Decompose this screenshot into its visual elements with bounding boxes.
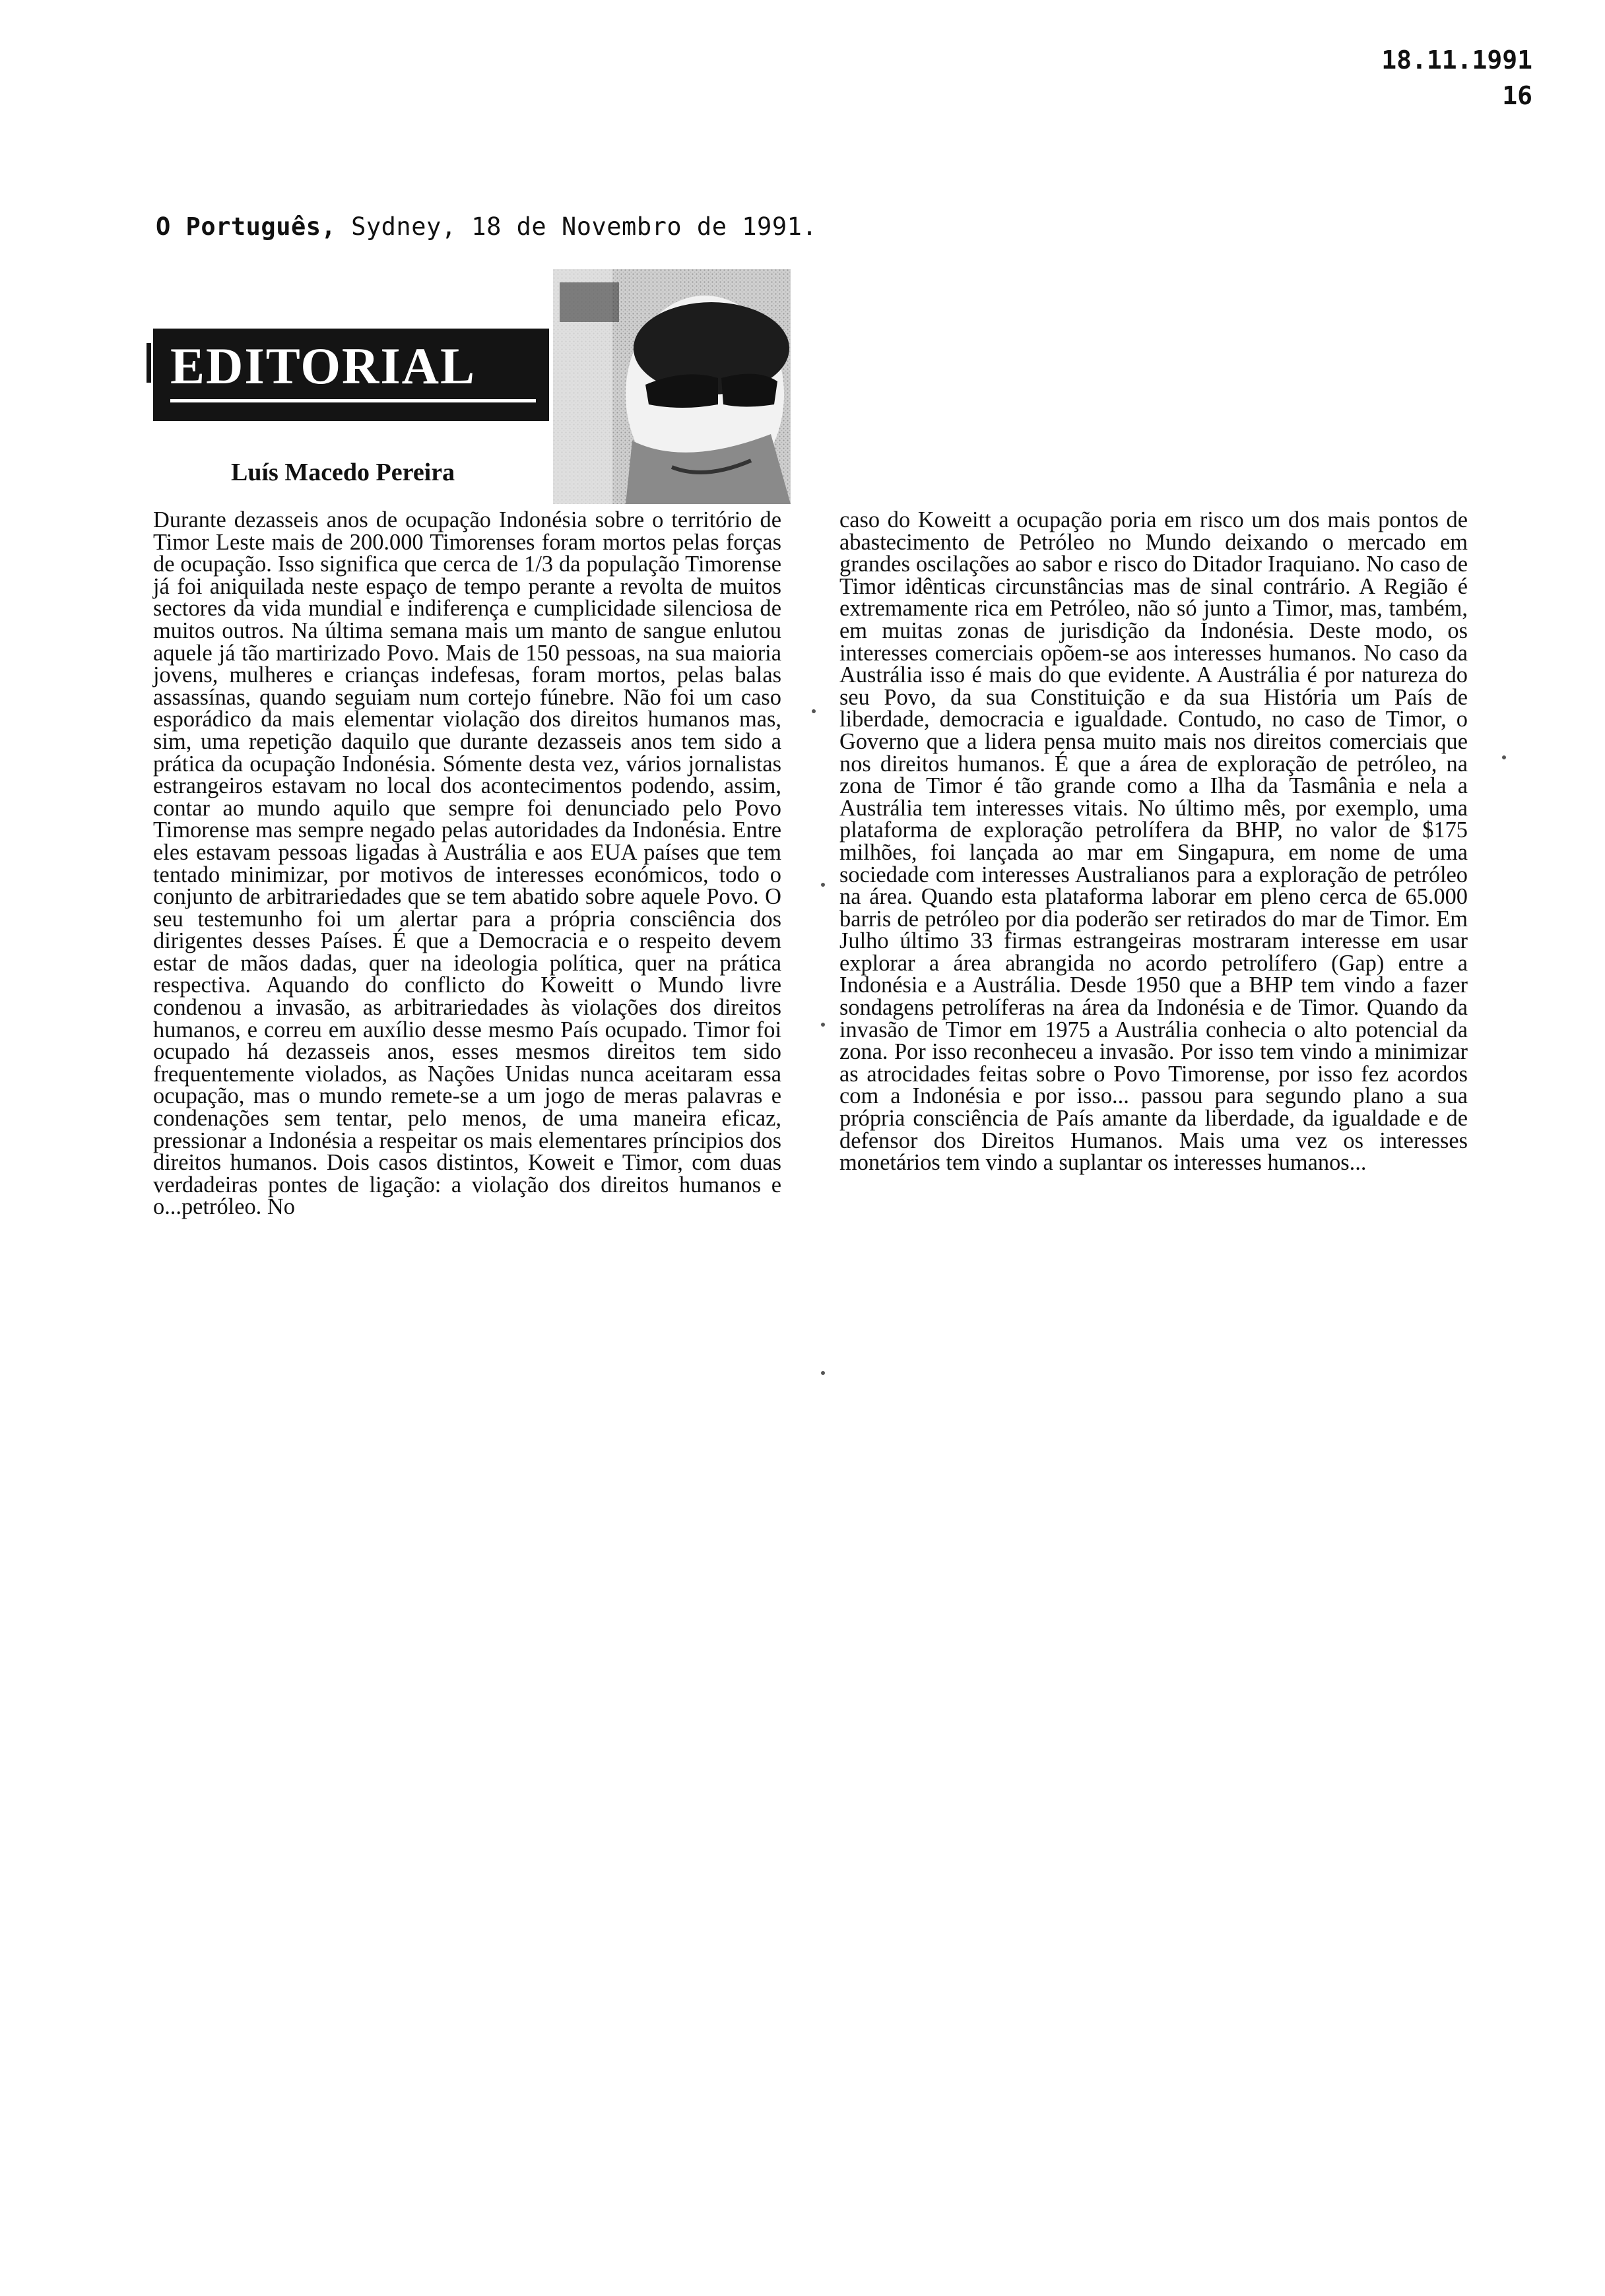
editorial-banner — [153, 329, 549, 421]
print-speck — [812, 709, 816, 713]
print-speck — [1502, 755, 1506, 759]
author-byline: Luís Macedo Pereira — [231, 459, 455, 486]
source-line — [156, 212, 817, 241]
print-speck — [821, 883, 825, 887]
author-portrait — [553, 269, 791, 504]
editorial-title: EDITORIAL — [170, 337, 476, 395]
article-column-left: Durante dezasseis anos de ocupação Indonésia sobre o território de Timor Leste mais de 200.000 Timorenses foram mortos pelas forças de ocupação. Isso significa que cerca de 1/3 da população Timorense já foi aniquilada neste espaço de tempo perante a revolta de muitos sectores da vida mundial e indiferença e cumplicidade silenciosa de muitos outros. Na última semana mais um manto de sangue enlutou aquele já tão martirizado Povo. Mais de 150 pessoas, na sua maioria jovens, mulheres e crianças indefesas, foram mortos, pelas balas assassínas, quando seguiam num cortejo fúnebre. Não foi um caso esporádico da mais elementar violação dos direitos humanos mas, sim, uma repetição daquilo que durante dezasseis anos tem sido a prática da ocupação Indonésia. Sómente desta vez, vários jornalistas estrangeiros estavam no local dos acontecimentos podendo, assim, contar ao mundo aquilo que sempre foi denunciado pelo Povo Timorense mas sempre negado pelas autoridades da Indonésia. Entre eles estavam pessoas ligadas à Austrália e aos EUA países que tem tentado minimizar, por motivos de interesses económicos, todo o conjunto de arbitrariedades que se tem abatido sobre aquele Povo. O seu testemunho foi um alertar para a própria consciência dos dirigentes desses Países. É que a Democracia e o respeito devem estar de mãos dadas, quer na ideologia política, quer na prática respectiva. Aquando do conflicto do Koweitt o Mundo livre condenou a invasão, as arbitrariedades às violações dos direitos humanos, e correu em auxílio desse mesmo País ocupado. Timor foi ocupado há dezasseis anos, esses mesmos direitos tem sido frequentemente violados, as Nações Unidas nunca aceitaram essa ocupação, mas o mundo remete-se a um jogo de meras palavras e condenações sem tentar, pelo menos, de uma maneira eficaz, pressionar a Indonésia a respeitar os mais elementares príncipios dos direitos humanos. Dois casos distintos, Koweit e Timor, com duas verdadeiras pontes de ligação: a violação dos direitos humanos e o...petróleo. No — [153, 507, 781, 1220]
date-stamp: 18.11.1991 — [1381, 46, 1532, 75]
page-number: 16 — [1502, 81, 1532, 110]
print-speck — [821, 1023, 825, 1027]
print-speck — [821, 1371, 825, 1375]
banner-edge — [147, 343, 151, 383]
publication-details: Sydney, 18 de Novembro de 1991. — [336, 212, 818, 241]
publication-name: O Português, — [156, 212, 337, 241]
article-column-right: caso do Koweitt a ocupação poria em risco um dos mais pontos de abastecimento de Petróleo no Mundo deixando o mercado em grandes oscilações ao sabor e risco do Ditador Iraquiano. No caso de Timor idênticas circunstâncias mas de sinal contrário. A Região é extremamente rica em Petróleo, não só junto a Timor, mas, também, em muitas zonas de jurisdição da Indonésia. Deste modo, os interesses comerciais opõem-se aos interesses humanos. No caso da Austrália isso é mais do que evidente. A Austrália é por natureza do seu Povo, da sua Constituição e da sua História um País de liberdade, democracia e igualdade. Contudo, no caso de Timor, o Governo que a lidera pensa muito mais nos direitos comerciais que nos direitos humanos. É que a área de exploração de petróleo, na zona de Timor é tão grande como a Ilha da Tasmânia e nela a Austrália tem interesses vitais. No último mês, por exemplo, uma plataforma de exploração petrolífera da BHP, no valor de $175 milhões, foi lançada ao mar em Singapura, em nome de uma sociedade com interesses Australianos para a exploração de petróleo na área. Quando esta plataforma laborar em pleno cerca de 65.000 barris de petróleo por dia poderão ser retirados do mar de Timor. Em Julho último 33 firmas estrangeiras mostraram interesse em usar explorar a área abrangida no acordo petrolífero (Gap) entre a Indonésia e a Austrália. Desde 1950 que a BHP tem vindo a fazer sondagens petrolíferas na área da Indonésia e de Timor. Quando da invasão de Timor em 1975 a Austrália conhecia o alto potencial da zona. Por isso reconheceu a invasão. Por isso tem vindo a minimizar as atrocidades feitas sobre o Povo Timorense, por isso fez acordos com a Indonésia e por isso... passou para segundo plano a sua própria consciência de País amante da liberdade, da igualdade e de defensor dos Direitos Humanos. Mais uma vez os interesses monetários tem vindo a suplantar os interesses humanos... — [839, 507, 1468, 1176]
banner-rule — [170, 399, 536, 402]
